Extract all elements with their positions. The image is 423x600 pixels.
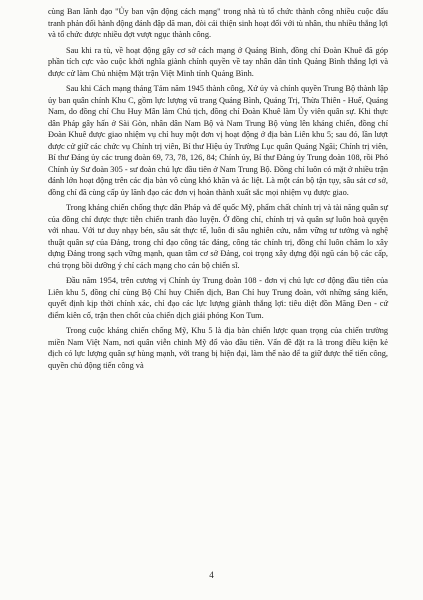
paragraph-3: Sau khi Cách mạng tháng Tám năm 1945 thành công, Xứ ủy và chính quyền Trung Bộ thành lập ủy ban quân chính Khu C, gồm lực lượng vũ trang Quảng Bình, Quảng Trị, Thừa Thiên - Huế, Quảng Nam, do đồng chí Chu Huy Mân làm Chủ tịch, đồng chí Đoàn Khuê làm Ủy viên quân sự. Khi thực dân Pháp gây hấn ở Sài Gòn, nhân dân Nam Bộ và Nam Trung Bộ vùng lên kháng chiến, đồng chí Đoàn Khuê được giao nhiệm vụ chỉ huy một đơn vị hoạt động ở địa bàn Liên khu 5; sau đó, lần lượt được cử giữ các chức vụ Chính trị viên, Bí thư Hiệu ủy Trường Lục quân Quảng Ngãi; Chính trị viên, Bí thư Đảng ủy các trung đoàn 69, 73, 78, 126, 84; Chính ủy, Bí thư Đảng ủy Trung đoàn 108, rồi Phó Chính ủy Sư đoàn 305 - sư đoàn chủ lực đầu tiên ở Nam Trung Bộ. Đồng chí luôn có mặt ở nhiều trận đánh lớn hoạt động trên các địa bàn vô cùng khó khăn và ác liệt. Là một cán bộ tận tụy, sâu sát cơ sở, đồng chí đã cùng cấp ủy lãnh đạo các đơn vị hoàn thành xuất sắc mọi nhiệm vụ được giao. [48, 84, 388, 197]
paragraph-4: Trong kháng chiến chống thực dân Pháp và đế quốc Mỹ, phẩm chất chính trị và tài năng quân sự của đồng chí được thực tiễn chiến tranh đào luyện. Ở đồng chí, chính trị và quân sự luôn hoà quyện với nhau. Với tư duy nhạy bén, sâu sát thực tế, luôn đi sâu nghiên cứu, nắm vững tư tưởng và nghệ thuật quân sự của Đảng, trong chỉ đạo công tác đảng, công tác chính trị, đồng chí luôn chăm lo xây dựng Đảng trong sạch vững mạnh, quan tâm cơ sở Đảng, coi trọng xây dựng đội ngũ cán bộ các cấp, chú trọng bồi dưỡng ý chí cách mạng cho cán bộ chiến sĩ. [48, 203, 388, 270]
page-number: 4 [209, 570, 214, 580]
paragraph-2: Sau khi ra tù, về hoạt động gây cơ sở cách mạng ở Quảng Bình, đồng chí Đoàn Khuê đã góp phần tích cực vào cuộc khởi nghĩa giành chính quyền về tay nhân dân tỉnh Quảng Bình thắng lợi và được cử làm Chủ nhiệm Mặt trận Việt Minh tỉnh Quảng Bình. [48, 45, 388, 78]
paragraph-5: Đầu năm 1954, trên cương vị Chính ủy Trung đoàn 108 - đơn vị chủ lực cơ động đầu tiên của Liên khu 5, đồng chí cùng Bộ Chỉ huy Chiến dịch, Ban Chỉ huy Trung đoàn, với những sáng kiến, quyết định kịp thời chính xác, chỉ đạo các lực lượng giành thắng lợi: tiêu diệt đồn Măng Đen - cứ điểm kiên cố, trận then chốt của chiến dịch giải phóng Kon Tum. [48, 276, 388, 320]
paragraph-6: Trong cuộc kháng chiến chống Mỹ, Khu 5 là địa bàn chiến lược quan trọng của chiến trường miền Nam Việt Nam, nơi quân viễn chinh Mỹ đổ vào đầu tiên. Vấn đề đặt ra là trong điều kiện kẻ địch có lực lượng quân sự hùng mạnh, với trang bị hiện đại, làm thế nào để ta giữ được thế tiến công, quyền chủ động tiến công và [48, 326, 388, 370]
paragraph-1: cùng Ban lãnh đạo "Ủy ban vận động cách mạng" trong nhà tù tổ chức thành công nhiều cuộc đấu tranh phản đối hành động đánh đập dã man, đòi cải thiện sinh hoạt đối với tù nhân, thu nhiều thắng lợi và tổ chức được nhiều đợt vượt ngục thành công. [48, 7, 388, 39]
